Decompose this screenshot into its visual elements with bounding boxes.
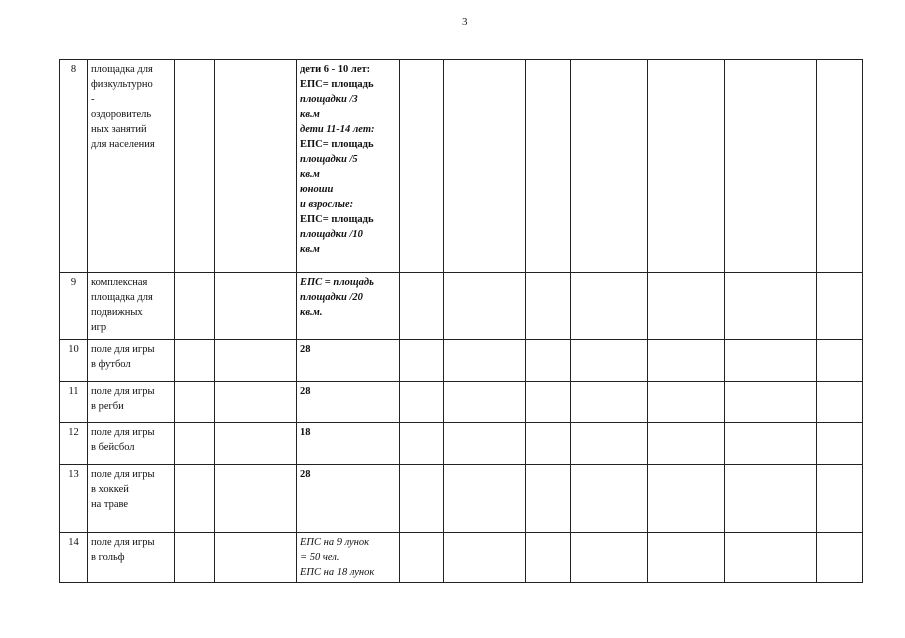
empty-cell xyxy=(725,465,817,533)
empty-cell xyxy=(215,60,297,273)
norm-line: кв.м xyxy=(300,169,320,180)
facility-name: площадка для физкультурно - оздоровитель ных занятий для населения xyxy=(88,60,175,273)
empty-cell xyxy=(215,465,297,533)
norm-line: площадки /10 xyxy=(300,229,363,240)
table-row xyxy=(60,60,863,273)
empty-cell xyxy=(526,423,571,465)
norm-line: = 50 чел. xyxy=(300,552,340,563)
empty-cell xyxy=(444,60,526,273)
norm-line: ЕПС на 9 лунок xyxy=(300,537,370,548)
empty-cell xyxy=(400,382,444,423)
empty-cell xyxy=(526,465,571,533)
facility-name: поле для игры в футбол xyxy=(88,340,175,382)
row-number: 11 xyxy=(60,382,88,423)
empty-cell xyxy=(444,465,526,533)
norm-line: 28 xyxy=(300,386,311,397)
capacity-norm xyxy=(297,533,400,583)
empty-cell xyxy=(817,60,863,273)
norm-line: кв.м xyxy=(300,244,320,255)
capacity-norm xyxy=(297,273,400,340)
empty-cell xyxy=(175,382,215,423)
empty-cell xyxy=(444,340,526,382)
norm-line: 28 xyxy=(300,344,311,355)
empty-cell xyxy=(648,533,725,583)
norm-line: ЕПС на 18 лунок xyxy=(300,567,375,578)
empty-cell xyxy=(571,533,648,583)
norm-line: дети 6 - 10 лет: xyxy=(300,64,371,75)
empty-cell xyxy=(444,423,526,465)
norm-line: площадки /20 xyxy=(300,292,363,303)
table-body xyxy=(60,60,863,583)
empty-cell xyxy=(817,423,863,465)
norm-line: кв.м. xyxy=(300,307,323,318)
empty-cell xyxy=(648,340,725,382)
facility-name: поле для игры в регби xyxy=(88,382,175,423)
empty-cell xyxy=(648,60,725,273)
empty-cell xyxy=(725,533,817,583)
table-row xyxy=(60,340,863,382)
norm-line: кв.м xyxy=(300,109,320,120)
empty-cell xyxy=(400,465,444,533)
norm-line: 28 xyxy=(300,469,311,480)
empty-cell xyxy=(215,340,297,382)
facility-name: поле для игры в гольф xyxy=(88,533,175,583)
empty-cell xyxy=(648,273,725,340)
capacity-norm xyxy=(297,382,400,423)
table-row xyxy=(60,533,863,583)
row-number: 8 xyxy=(60,60,88,273)
empty-cell xyxy=(817,533,863,583)
facility-name: комплексная площадка для подвижных игр xyxy=(88,273,175,340)
capacity-norm xyxy=(297,423,400,465)
empty-cell xyxy=(526,533,571,583)
norm-line: и взрослые: xyxy=(300,199,354,210)
standards-table xyxy=(59,59,863,583)
empty-cell xyxy=(400,60,444,273)
table-row xyxy=(60,423,863,465)
norm-line: площадки /5 xyxy=(300,154,358,165)
row-number: 12 xyxy=(60,423,88,465)
empty-cell xyxy=(817,382,863,423)
empty-cell xyxy=(817,465,863,533)
capacity-norm xyxy=(297,60,400,273)
norm-line: площадки /3 xyxy=(300,94,358,105)
facility-name: поле для игры в бейсбол xyxy=(88,423,175,465)
empty-cell xyxy=(444,382,526,423)
norm-line: ЕПС= площадь xyxy=(300,214,374,225)
empty-cell xyxy=(817,340,863,382)
capacity-norm xyxy=(297,340,400,382)
capacity-norm xyxy=(297,465,400,533)
empty-cell xyxy=(215,382,297,423)
empty-cell xyxy=(725,382,817,423)
empty-cell xyxy=(400,273,444,340)
row-number: 10 xyxy=(60,340,88,382)
empty-cell xyxy=(571,423,648,465)
norm-line: ЕПС= площадь xyxy=(300,139,374,150)
empty-cell xyxy=(444,273,526,340)
empty-cell xyxy=(725,340,817,382)
table-row xyxy=(60,465,863,533)
norm-line: 18 xyxy=(300,427,311,438)
empty-cell xyxy=(175,273,215,340)
facility-name: поле для игры в хоккей на траве xyxy=(88,465,175,533)
empty-cell xyxy=(175,340,215,382)
empty-cell xyxy=(571,60,648,273)
empty-cell xyxy=(526,382,571,423)
empty-cell xyxy=(444,533,526,583)
norm-line: юноши xyxy=(300,184,334,195)
empty-cell xyxy=(175,533,215,583)
norm-line: ЕПС = площадь xyxy=(300,277,374,288)
empty-cell xyxy=(215,423,297,465)
page-number: 3 xyxy=(462,16,468,28)
empty-cell xyxy=(725,273,817,340)
empty-cell xyxy=(571,340,648,382)
empty-cell xyxy=(817,273,863,340)
empty-cell xyxy=(400,340,444,382)
empty-cell xyxy=(571,382,648,423)
table-row xyxy=(60,273,863,340)
empty-cell xyxy=(648,465,725,533)
row-number: 9 xyxy=(60,273,88,340)
empty-cell xyxy=(571,465,648,533)
empty-cell xyxy=(215,533,297,583)
empty-cell xyxy=(725,423,817,465)
empty-cell xyxy=(175,423,215,465)
row-number: 13 xyxy=(60,465,88,533)
table-row xyxy=(60,382,863,423)
empty-cell xyxy=(725,60,817,273)
empty-cell xyxy=(400,533,444,583)
empty-cell xyxy=(571,273,648,340)
empty-cell xyxy=(526,273,571,340)
empty-cell xyxy=(215,273,297,340)
empty-cell xyxy=(648,382,725,423)
empty-cell xyxy=(526,340,571,382)
empty-cell xyxy=(648,423,725,465)
empty-cell xyxy=(400,423,444,465)
norm-line: ЕПС= площадь xyxy=(300,79,374,90)
row-number: 14 xyxy=(60,533,88,583)
empty-cell xyxy=(526,60,571,273)
empty-cell xyxy=(175,60,215,273)
norm-line: дети 11-14 лет: xyxy=(300,124,375,135)
empty-cell xyxy=(175,465,215,533)
